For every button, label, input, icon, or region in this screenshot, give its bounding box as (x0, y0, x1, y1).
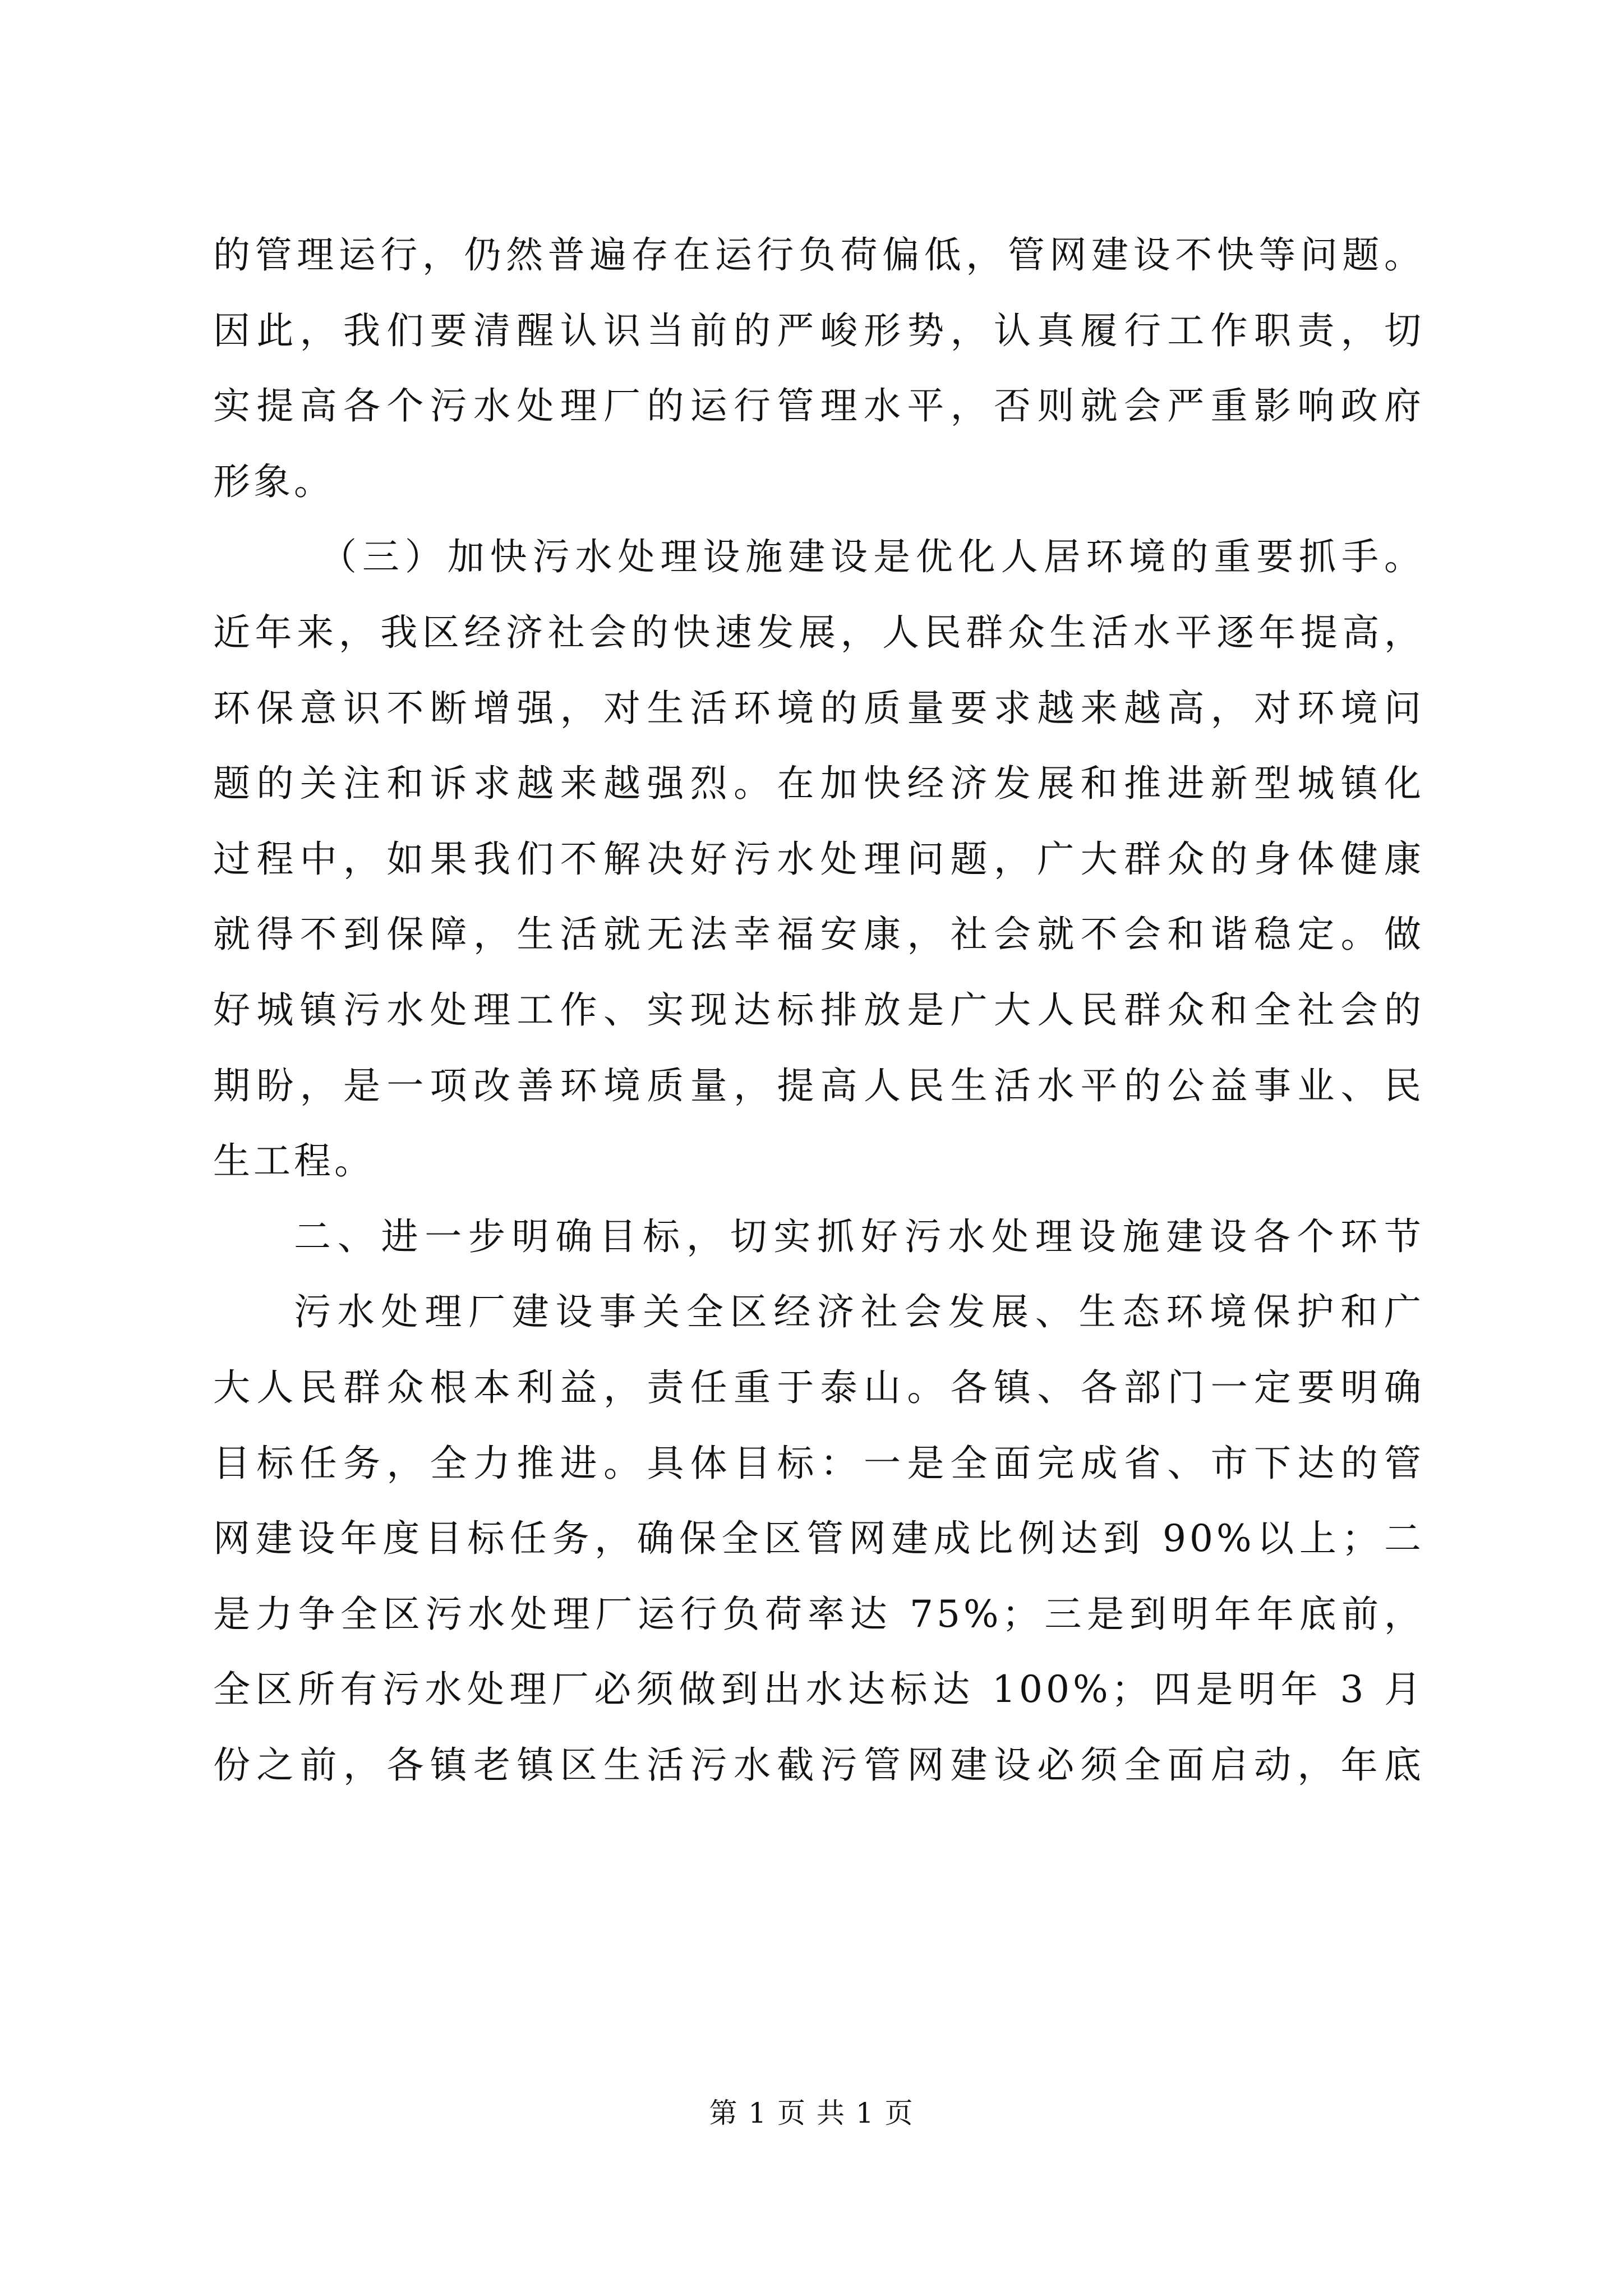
text-line: 形象。 (213, 459, 334, 503)
text-line: 网建设年度目标任务，确保全区管网建成比例达到 90%以上；二 (213, 1517, 1424, 1561)
page-footer: 第 1 页 共 1 页 (709, 2097, 914, 2129)
text-line: 环保意识不断增强，对生活环境的质量要求越来越高，对环境问 (213, 686, 1424, 730)
text-line: 是力争全区污水处理厂运行负荷率达 75%；三是到明年年底前， (213, 1592, 1424, 1636)
section-heading: 二、进一步明确目标，切实抓好污水处理设施建设各个环节 (294, 1214, 1424, 1258)
text-line: 全区所有污水处理厂必须做到出水达标达 100%；四是明年 3 月 (213, 1668, 1424, 1711)
text-line: 题的关注和诉求越来越强烈。在加快经济发展和推进新型城镇化 (213, 762, 1424, 806)
text-line: 期盼，是一项改善环境质量，提高人民生活水平的公益事业、民 (213, 1064, 1424, 1107)
section-heading: （三）加快污水处理设施建设是优化人居环境的重要抓手。 (320, 535, 1424, 579)
document-body (213, 218, 1424, 1803)
text-line: 的管理运行，仍然普遍存在运行负荷偏低，管网建设不快等问题。 (213, 233, 1424, 277)
text-line: 生工程。 (213, 1139, 375, 1183)
text-line: 实提高各个污水处理厂的运行管理水平，否则就会严重影响政府 (213, 384, 1424, 428)
text-line: 大人民群众根本利益，责任重于泰山。各镇、各部门一定要明确 (213, 1365, 1424, 1409)
text-line: 好城镇污水处理工作、实现达标排放是广大人民群众和全社会的 (213, 988, 1424, 1032)
text-line: 目标任务，全力推进。具体目标：一是全面完成省、市下达的管 (213, 1441, 1424, 1485)
text-line: 因此，我们要清醒认识当前的严峻形势，认真履行工作职责，切 (213, 309, 1424, 352)
text-line: 过程中，如果我们不解决好污水处理问题，广大群众的身体健康 (213, 837, 1424, 881)
text-line: 份之前，各镇老镇区生活污水截污管网建设必须全面启动，年底 (213, 1743, 1424, 1787)
text-line: 近年来，我区经济社会的快速发展，人民群众生活水平逐年提高， (213, 610, 1424, 654)
text-line: 污水处理厂建设事关全区经济社会发展、生态环境保护和广 (294, 1290, 1424, 1334)
text-line: 就得不到保障，生活就无法幸福安康，社会就不会和谐稳定。做 (213, 913, 1424, 956)
